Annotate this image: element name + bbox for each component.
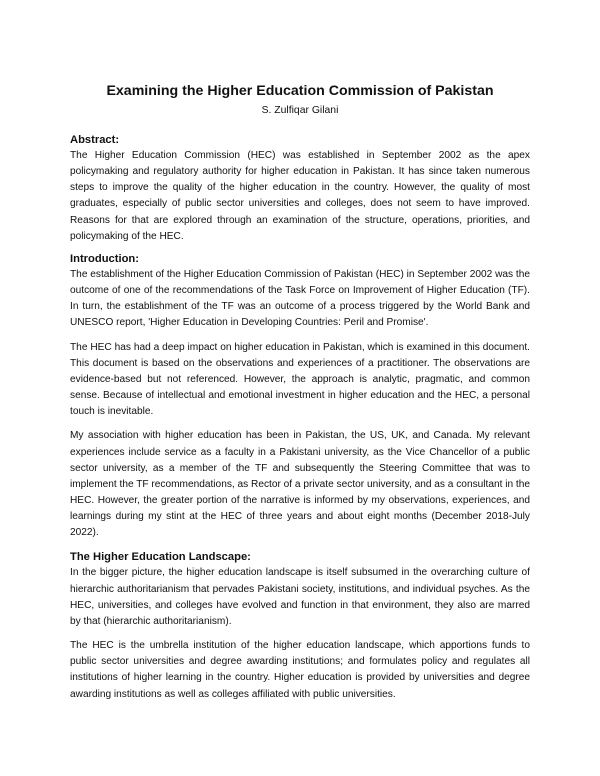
abstract-heading: Abstract: bbox=[70, 134, 120, 146]
author-name: S. Zulfiqar Gilani bbox=[261, 105, 339, 116]
introduction-paragraph-1: The establishment of the Higher Education Commission of Pakistan (HEC) in September 2002 was the outcome of one of the recommendations of the Task Force on Improvement of Higher Education (TF). In turn, the establishment of the TF was an outcome of a process triggered by the World Bank and UNESCO report, 'Higher Education in Developing Countries: Peril and Promise'. bbox=[70, 268, 530, 329]
introduction-paragraph-3: My association with higher education has been in Pakistan, the US, UK, and Canada. My relevant experiences include service as a faculty in a Pakistani university, as the Vice Chancellor of a public sector university, as a member of the TF and subsequently the Steering Committee that was to implement the TF recommendations, as Rector of a private sector university, and as a consultant in the HEC. However, the greater portion of the narrative is informed by my observations, experiences, and learnings during my stint at the HEC of three years and about eight months (December 2018-July 2022). bbox=[70, 430, 530, 539]
introduction-heading: Introduction: bbox=[70, 252, 139, 265]
document-title: Examining the Higher Education Commission of Pakistan bbox=[106, 83, 494, 99]
landscape-heading: The Higher Education Landscape: bbox=[70, 551, 251, 564]
landscape-paragraph-2: The HEC is the umbrella institution of the higher education landscape, which apportions funds to public sector universities and degree awarding institutions; and formulates policy and regulates all institutions of higher learning in the country. Higher education is provided by universities and degree awarding institutions as well as colleges affiliated with public universities. bbox=[70, 640, 530, 700]
introduction-paragraph-2: The HEC has had a deep impact on higher education in Pakistan, which is examined in this document. This document is based on the observations and experiences of a practitioner. The observations are evidence-based but not referenced. However, the approach is analytic, pragmatic, and common sense. Because of intellectual and emotional investment in higher education and the HEC, a personal touch is inevitable. bbox=[70, 341, 530, 418]
abstract-paragraph: The Higher Education Commission (HEC) was established in September 2002 as the apex policymaking and regulatory authority for higher education in Pakistan. It has since taken numerous steps to improve the quality of the higher education in the country. However, the quality of most graduates, especially of public sector universities and colleges, does not seem to have improved. Reasons for that are explored through an examination of the structure, operations, priorities, and policymaking of the HEC. bbox=[70, 150, 530, 242]
abstract-section bbox=[70, 133, 530, 245]
landscape-section bbox=[70, 550, 530, 702]
introduction-section bbox=[70, 252, 530, 542]
landscape-paragraph-1: In the bigger picture, the higher education landscape is itself subsumed in the overarching culture of hierarchic authoritarianism that pervades Pakistani society, institutions, and individual psyches. As the HEC, universities, and colleges have evolved and function in that environment, they also are marred by that (hierarchic authoritarianism). bbox=[70, 567, 530, 627]
